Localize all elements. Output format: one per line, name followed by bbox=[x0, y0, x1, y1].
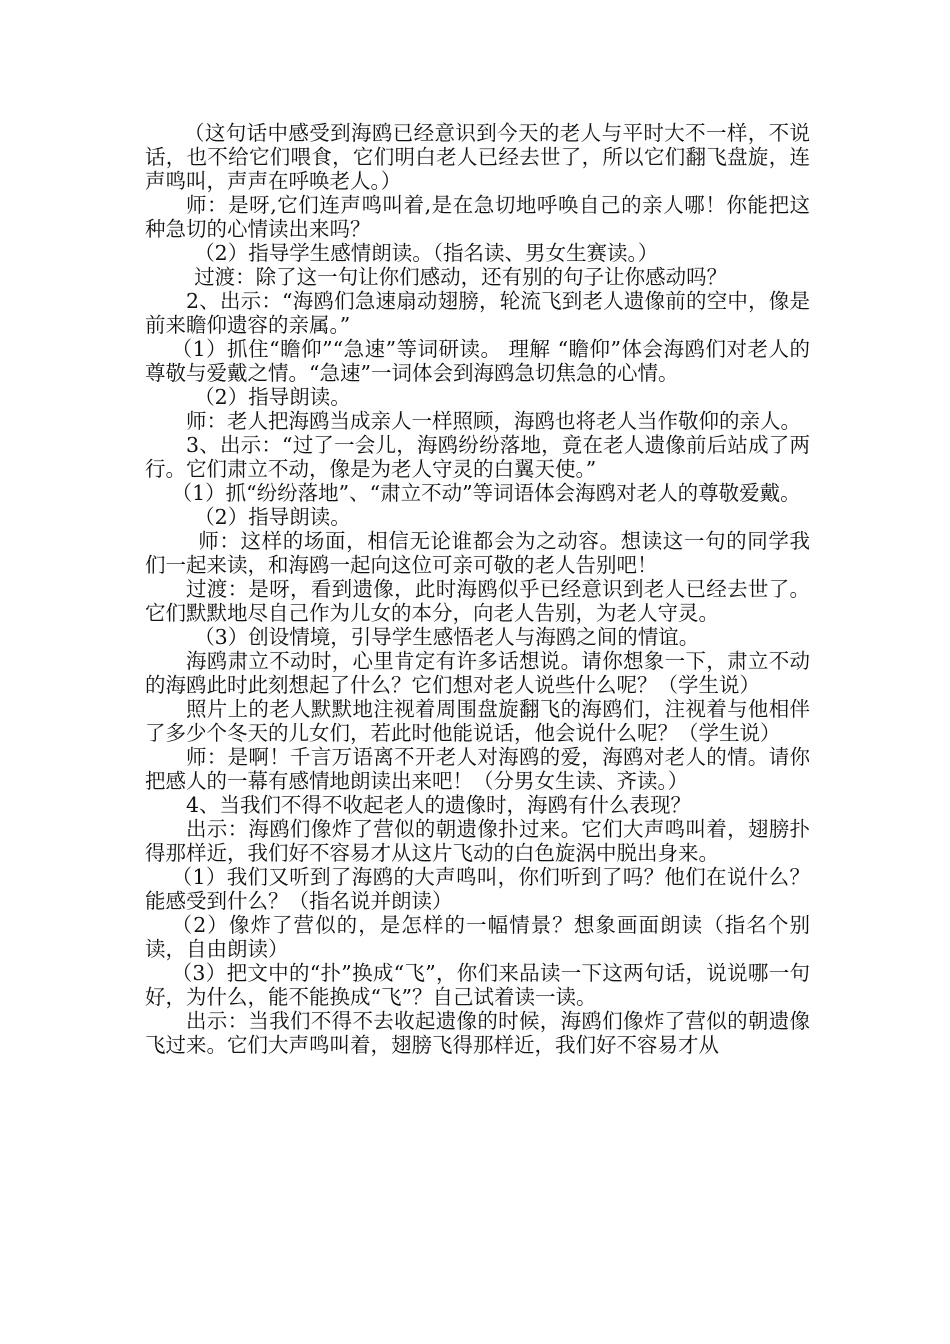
paragraph: （1）抓住“瞻仰”“急速”等词研读。 理解 “瞻仰”体会海鸥们对老人的尊敬与爱戴之情。“急速”一词体会到海鸥急切焦急的心情。 bbox=[145, 337, 810, 385]
paragraph: （2）指导朗读。 bbox=[194, 385, 351, 409]
paragraph: 出示：当我们不得不去收起遗像的时候，海鸥们像炸了营似的朝遗像飞过来。它们大声鸣叫着，翅膀飞得那样近，我们好不容易才从 bbox=[145, 1009, 810, 1057]
paragraph: （3）创设情境，引导学生感悟老人与海鸥之间的情谊。 bbox=[194, 625, 700, 649]
paragraph: 师：是啊！千言万语离不开老人对海鸥的爱，海鸥对老人的情。请你把感人的一幕有感情地朗读出来吧！（分男女生读、齐读。） bbox=[145, 745, 810, 793]
paragraph: （2）指导学生感情朗读。（指名读、男女生赛读。） bbox=[194, 241, 659, 265]
paragraph: （1）抓“纷纷落地”、“肃立不动”等词语体会海鸥对老人的尊敬爱戴。 bbox=[171, 481, 801, 505]
paragraph: （1）我们又听到了海鸥的大声鸣叫，你们听到了吗？他们在说什么？能感受到什么？（指名说并朗读） bbox=[145, 865, 810, 913]
paragraph: （这句话中感受到海鸥已经意识到今天的老人与平时大不一样，不说话，也不给它们喂食，它们明白老人已经去世了，所以它们翻飞盘旋，连声鸣叫，声声在呼唤老人。） bbox=[145, 121, 810, 193]
paragraph: （3）把文中的“扑”换成“飞”，你们来品读一下这两句话，说说哪一句好，为什么，能不能换成“飞”？自己试着读一读。 bbox=[145, 961, 810, 1009]
paragraph: 师：这样的场面，相信无论谁都会为之动容。想读这一句的同学我们一起来读，和海鸥一起向这位可亲可敬的老人告别吧！ bbox=[145, 529, 810, 577]
paragraph: 2、出示：“海鸥们急速扇动翅膀，轮流飞到老人遗像前的空中，像是前来瞻仰遗容的亲属。” bbox=[145, 289, 810, 337]
paragraph: （2）像炸了营似的，是怎样的一幅情景？想象画面朗读（指名个别读，自由朗读） bbox=[145, 913, 810, 961]
paragraph: 4、当我们不得不收起老人的遗像时，海鸥有什么表现？ bbox=[186, 793, 692, 817]
paragraph: 照片上的老人默默地注视着周围盘旋翻飞的海鸥们，注视着与他相伴了多少个冬天的儿女们，若此时他能说话，他会说什么呢？（学生说） bbox=[145, 697, 810, 745]
paragraph: 海鸥肃立不动时，心里肯定有许多话想说。请你想象一下，肃立不动的海鸥此时此刻想起了什么？它们想对老人说些什么呢？（学生说） bbox=[145, 649, 810, 697]
document-page bbox=[145, 121, 810, 1057]
paragraph: 过渡：除了这一句让你们感动，还有别的句子让你感动吗？ bbox=[194, 265, 728, 289]
paragraph: 师：老人把海鸥当成亲人一样照顾，海鸥也将老人当作敬仰的亲人。 bbox=[186, 409, 801, 433]
paragraph: 师：是呀,它们连声鸣叫着,是在急切地呼唤自己的亲人哪！你能把这种急切的心情读出来吗？ bbox=[145, 193, 810, 241]
paragraph: 过渡：是呀，看到遗像，此时海鸥似乎已经意识到老人已经去世了。它们默默地尽自己作为儿女的本分，向老人告别，为老人守灵。 bbox=[145, 577, 810, 625]
paragraph: 出示：海鸥们像炸了营似的朝遗像扑过来。它们大声鸣叫着，翅膀扑得那样近，我们好不容易才从这片飞动的白色旋涡中脱出身来。 bbox=[145, 817, 810, 865]
paragraph: （2）指导朗读。 bbox=[194, 505, 351, 529]
paragraph: 3、出示：“过了一会儿，海鸥纷纷落地，竟在老人遗像前后站成了两行。它们肃立不动，像是为老人守灵的白翼天使。” bbox=[145, 433, 810, 481]
